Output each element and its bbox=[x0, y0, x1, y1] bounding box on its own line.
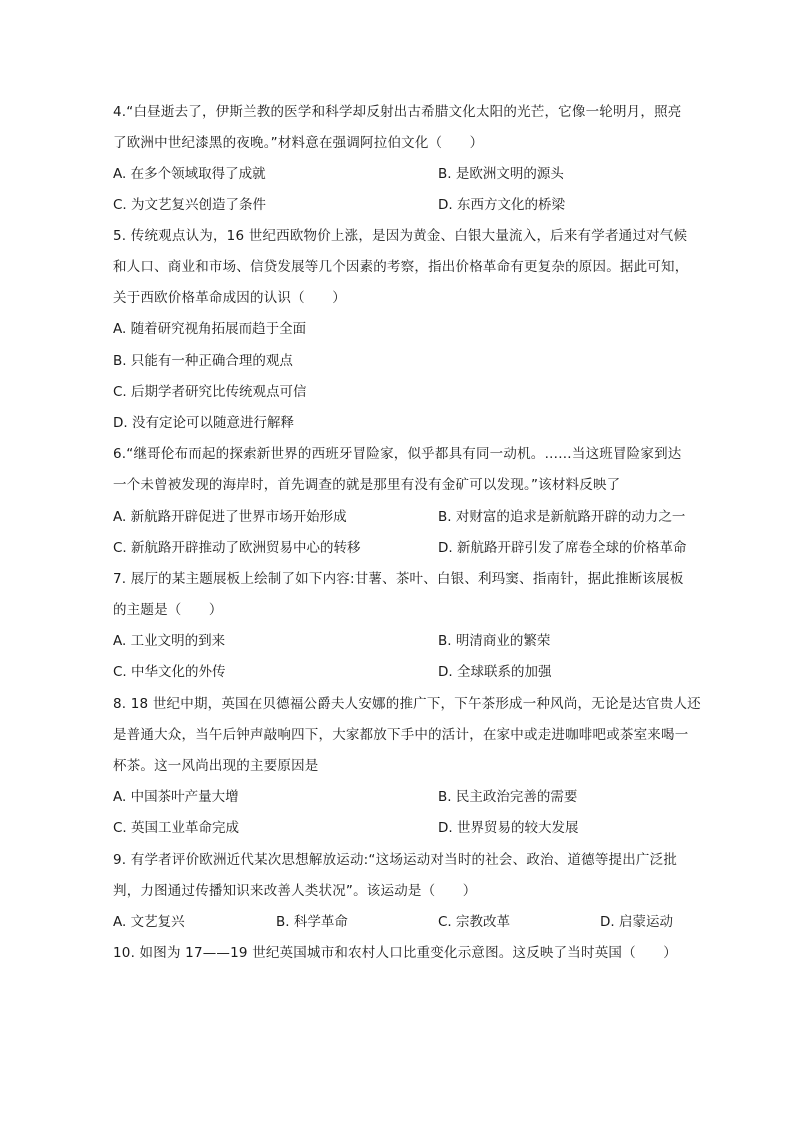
question-10-line-1: 10. 如图为 17——19 世纪英国城市和农村人口比重变化示意图。这反映了当时英国（ ） bbox=[113, 945, 677, 961]
question-5-option-b: B. 只能有一种正确合理的观点 bbox=[113, 353, 293, 369]
question-4-line-2: 了欧洲中世纪漆黑的夜晚。”材料意在强调阿拉伯文化（ ） bbox=[113, 135, 484, 151]
question-7-line-1: 7. 展厅的某主题展板上绘制了如下内容:甘薯、茶叶、白银、利玛窦、指南针，据此推断该展板 bbox=[113, 571, 684, 587]
question-9-option-c: C. 宗教改革 bbox=[438, 914, 511, 930]
question-8-option-d: D. 世界贸易的较大发展 bbox=[438, 820, 579, 836]
question-8-option-a: A. 中国茶叶产量大增 bbox=[113, 789, 239, 805]
question-6-option-c: C. 新航路开辟推动了欧洲贸易中心的转移 bbox=[113, 540, 361, 556]
question-5-option-d: D. 没有定论可以随意进行解释 bbox=[113, 415, 294, 431]
question-5-line-1: 5. 传统观点认为，16 世纪西欧物价上涨，是因为黄金、白银大量流入，后来有学者通过对气候 bbox=[113, 228, 688, 244]
question-7-option-b: B. 明清商业的繁荣 bbox=[438, 633, 551, 649]
question-9-option-b: B. 科学革命 bbox=[276, 914, 348, 930]
question-6-option-a: A. 新航路开辟促进了世界市场开始形成 bbox=[113, 509, 347, 525]
question-8-option-c: C. 英国工业革命完成 bbox=[113, 820, 240, 836]
question-6-line-2: 一个未曾被发现的海岸时，首先调查的就是那里有没有金矿可以发现。”该材料反映了 bbox=[113, 477, 621, 493]
question-9-option-d: D. 启蒙运动 bbox=[600, 914, 673, 930]
question-8-line-2: 是普通大众，当午后钟声敲响四下，大家都放下手中的活计，在家中或走进咖啡吧或茶室来喝一 bbox=[113, 727, 689, 743]
question-4-option-a: A. 在多个领域取得了成就 bbox=[113, 166, 266, 182]
question-6-line-1: 6.“继哥伦布而起的探索新世界的西班牙冒险家，似乎都具有同一动机。……当这班冒险家到达 bbox=[113, 446, 682, 462]
question-5-line-3: 关于西欧价格革命成因的认识（ ） bbox=[113, 290, 346, 306]
question-8-option-b: B. 民主政治完善的需要 bbox=[438, 789, 578, 805]
question-5-option-a: A. 随着研究视角拓展而趋于全面 bbox=[113, 321, 307, 337]
question-4-option-d: D. 东西方文化的桥梁 bbox=[438, 197, 565, 213]
question-8-line-3: 杯茶。这一风尚出现的主要原因是 bbox=[113, 758, 319, 774]
question-9-option-a: A. 文艺复兴 bbox=[113, 914, 185, 930]
question-4-option-c: C. 为文艺复兴创造了条件 bbox=[113, 197, 267, 213]
question-6-option-b: B. 对财富的追求是新航路开辟的动力之一 bbox=[438, 509, 686, 525]
question-6-option-d: D. 新航路开辟引发了席卷全球的价格革命 bbox=[438, 540, 687, 556]
question-4-line-1: 4.“白昼逝去了，伊斯兰教的医学和科学却反射出古希腊文化太阳的光芒，它像一轮明月，照亮 bbox=[113, 104, 682, 120]
question-5-option-c: C. 后期学者研究比传统观点可信 bbox=[113, 384, 307, 400]
question-7-line-2: 的主题是（ ） bbox=[113, 602, 223, 618]
question-9-line-1: 9. 有学者评价欧洲近代某次思想解放运动:“这场运动对当时的社会、政治、道德等提出广泛批 bbox=[113, 852, 678, 868]
question-5-line-2: 和人口、商业和市场、信贷发展等几个因素的考察，指出价格革命有更复杂的原因。据此可知， bbox=[113, 259, 689, 275]
question-7-option-a: A. 工业文明的到来 bbox=[113, 633, 226, 649]
question-9-line-2: 判，力图通过传播知识来改善人类状况”。该运动是（ ） bbox=[113, 883, 477, 899]
question-7-option-d: D. 全球联系的加强 bbox=[438, 664, 552, 680]
question-8-line-1: 8. 18 世纪中期，英国在贝德福公爵夫人安娜的推广下，下午茶形成一种风尚，无论是达官贵人还 bbox=[113, 696, 701, 712]
question-4-option-b: B. 是欧洲文明的源头 bbox=[438, 166, 564, 182]
question-7-option-c: C. 中华文化的外传 bbox=[113, 664, 226, 680]
